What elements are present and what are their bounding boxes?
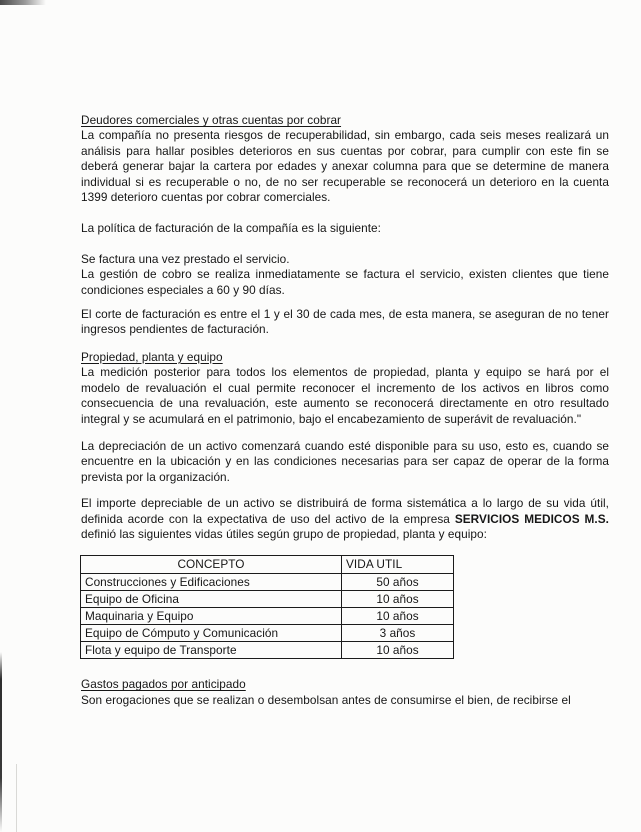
- table-row: [81, 625, 454, 642]
- paragraph-erogaciones: Son erogaciones que se realizan o desembolsan antes de consumirse el bien, de recibirse el: [81, 692, 571, 707]
- gestion-cobro-text: La gestión de cobro se realiza inmediatamente se factura el servicio, existen clientes que tiene condiciones especiales a 60 y 90 días.: [81, 267, 609, 297]
- vida-util-table: [80, 555, 454, 659]
- paragraph-corte-facturacion: El corte de facturación es entre el 1 y el 30 de cada mes, de esta manera, se aseguran de no tener ingresos pendientes de facturación.: [81, 307, 609, 337]
- scan-edge-shadow: [0, 652, 2, 832]
- vida-util-cell: 10 años: [342, 608, 454, 625]
- company-name: SERVICIOS MEDICOS M.S.: [454, 511, 609, 526]
- section-title-propiedad: Propiedad, planta y equipo: [81, 349, 223, 364]
- scan-corner-artifact: [0, 0, 46, 5]
- facturacion-line: Se factura una vez prestado el servicio.: [81, 251, 290, 266]
- concepto-cell: Flota y equipo de Transporte: [81, 642, 342, 659]
- document-content: [81, 113, 609, 708]
- importe-text-after: definió las siguientes vidas útiles según grupo de propiedad, planta y equipo:: [81, 526, 487, 541]
- vida-util-cell: 50 años: [342, 574, 454, 591]
- scan-edge-line: [16, 764, 17, 832]
- table-row: [81, 608, 454, 625]
- section-title-deudores: Deudores comerciales y otras cuentas por cobrar: [81, 113, 342, 127]
- vida-util-cell: 10 años: [342, 642, 454, 659]
- paragraph-recuperabilidad: La compañía no presenta riesgos de recuperabilidad, sin embargo, cada seis meses realizará un análisis para hallar posibles deterioros en sus cuentas por cobrar, para cumplir con este fin se deberá generar bajar la cartera por edades y anexar columna para que se determine de manera individual si es recuperable o no, de no ser recuperable se reconocerá un deterioro en la cuenta 1399 deterioro cuentas por cobrar comerciales.: [81, 128, 609, 205]
- concepto-cell: Maquinaria y Equipo: [81, 608, 342, 625]
- paragraph-politica-facturacion: La política de facturación de la compañía es la siguiente:: [81, 221, 381, 236]
- table-row: [81, 642, 454, 659]
- paragraph-medicion-posterior: La medición posterior para todos los elementos de propiedad, planta y equipo se hará por el modelo de revaluación el cual permite reconocer el incremento de los activos en libros como consecuencia de una revaluación, este aumento se reconocerá directamente en otro resultado integral y se acumulará en el patrimonio, bajo el encabezamiento de superávit de revaluación.": [81, 365, 609, 426]
- vida-util-cell: 10 años: [342, 591, 454, 608]
- concepto-cell: Construcciones y Edificaciones: [81, 574, 342, 591]
- table-header-row: [81, 556, 454, 574]
- table-row: [81, 591, 454, 608]
- table-header-concepto: CONCEPTO: [81, 556, 342, 574]
- paragraph-facturacion-cobro: [81, 252, 609, 298]
- section-title-gastos: Gastos pagados por anticipado: [81, 677, 246, 692]
- vida-util-cell: 3 años: [342, 625, 454, 642]
- importe-text-before: El importe depreciable de un activo se distribuirá de forma sistemática a lo largo de su vida útil, definida acorde con la expectativa de uso del activo de la empresa: [81, 496, 609, 526]
- paragraph-importe-depreciable: [81, 496, 609, 542]
- concepto-cell: Equipo de Oficina: [81, 591, 342, 608]
- table-header-vida-util: VIDA UTIL: [342, 556, 454, 574]
- table-row: [81, 574, 454, 591]
- concepto-cell: Equipo de Cómputo y Comunicación: [81, 625, 342, 642]
- paragraph-depreciacion: La depreciación de un activo comenzará cuando esté disponible para su uso, esto es, cuando se encuentre en la ubicación y en las condiciones necesarias para ser capaz de operar de la forma prevista por la organización.: [81, 438, 609, 484]
